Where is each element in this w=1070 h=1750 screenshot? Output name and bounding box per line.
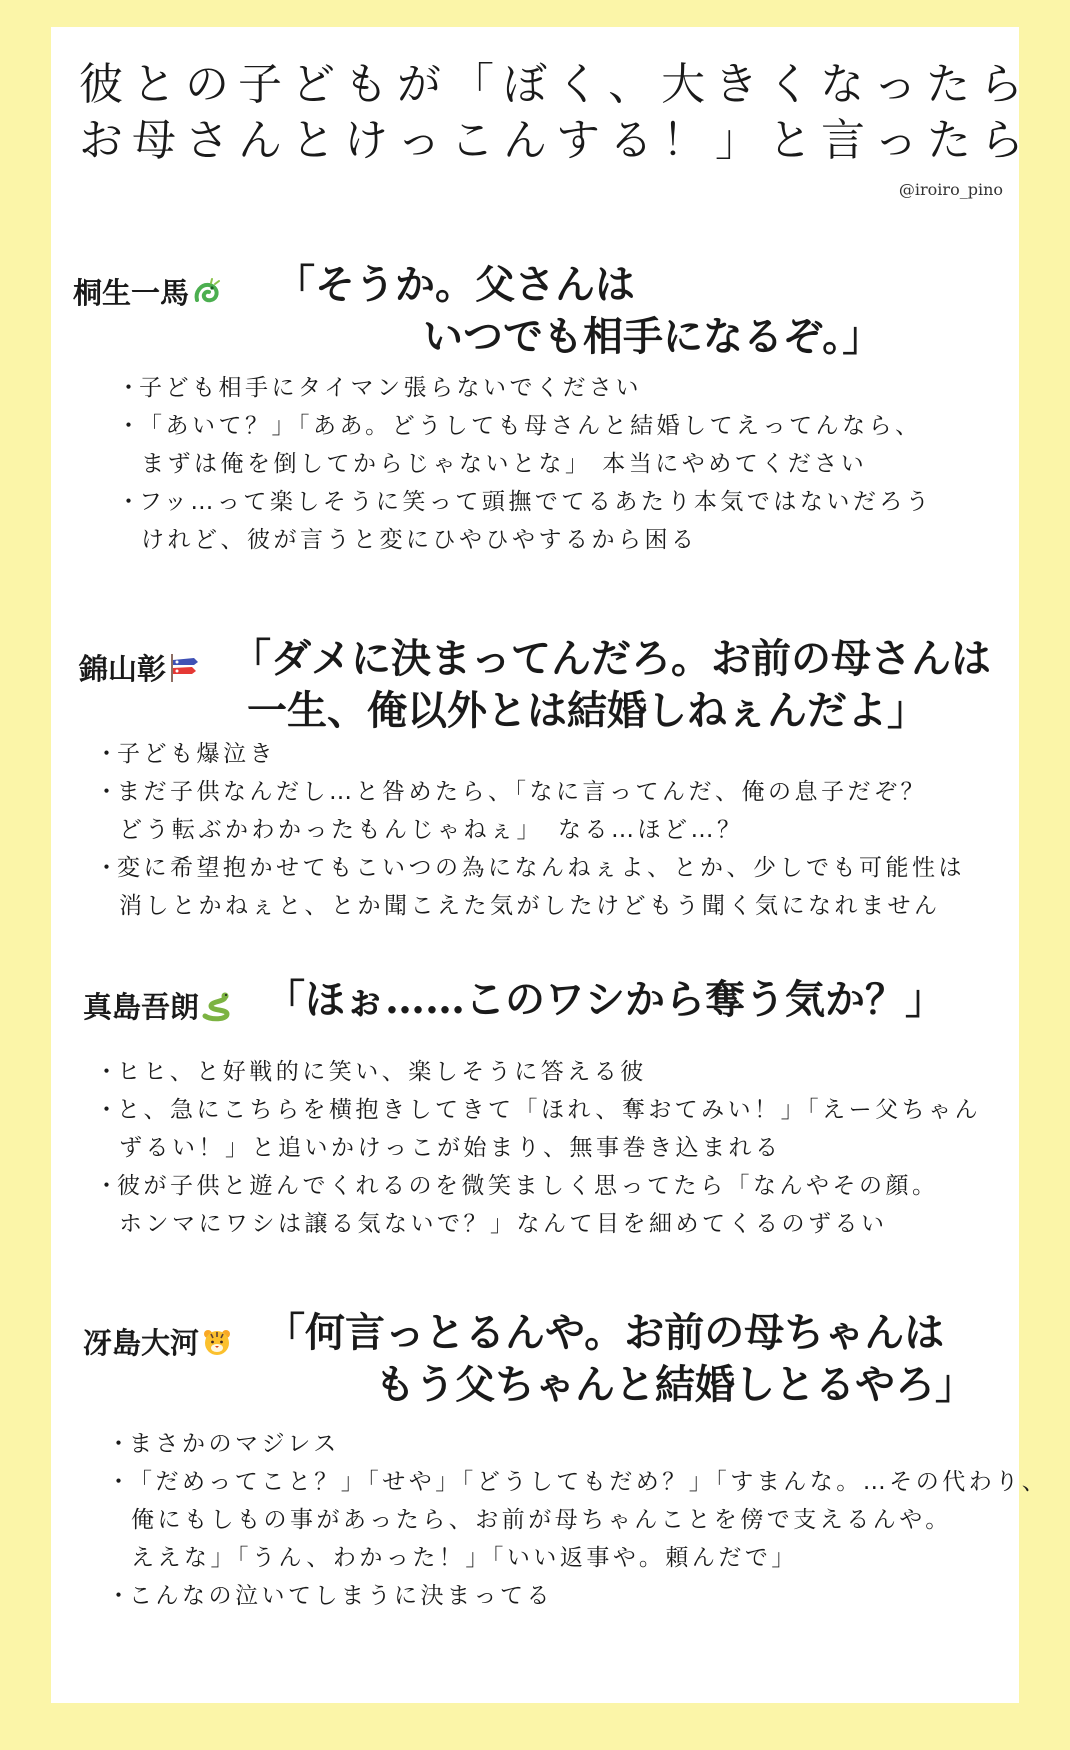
list-item: ・まさかのマジレス — [107, 1431, 340, 1457]
list-item: ・ヒヒ、と好戦的に笑い、楽しそうに答える彼 — [95, 1059, 647, 1085]
tiger-icon — [201, 1326, 233, 1358]
character-name-text: 桐生一馬 — [73, 276, 190, 310]
character-name — [73, 271, 223, 312]
list-item-text: 消しとかねぇと、とか聞こえた気がしたけどもう聞く気になれません — [119, 893, 941, 919]
dragon-icon — [191, 276, 223, 308]
list-item-text: フッ…って楽しそうに笑って頭撫でてるあたり本気ではないだろう — [139, 489, 933, 515]
list-item: ・変に希望抱かせてもこいつの為になんねぇよ、とか、少しでも可能性は 消しとかねぇと、とか聞こえた気がしたけどもう聞く気になれません — [95, 849, 965, 925]
quote-line-2: 一生、俺以外とは結婚しねぇんだよ」 — [247, 687, 927, 734]
quote — [265, 1307, 975, 1411]
list-item-text: 「あいて？」「ああ。どうしても母さんと結婚してえってんなら、 — [139, 413, 922, 439]
character-name — [83, 985, 233, 1026]
bullet-list — [95, 1053, 981, 1243]
title-line-1: 彼との子どもが「ぼく、大きくなったら — [79, 59, 1033, 110]
list-item: ・フッ…って楽しそうに笑って頭撫でてるあたり本気ではないだろう けれど、彼が言うと変にひやひやするから困る — [117, 483, 932, 559]
quote — [265, 974, 945, 1026]
quote-line-2: もう父ちゃんと結婚しとるやろ」 — [375, 1361, 975, 1408]
bullet-list — [117, 369, 932, 559]
list-item-text: 彼が子供と遊んでくれるのを微笑ましく思ってたら「なんやその顔。 — [117, 1173, 939, 1199]
list-item-text: けれど、彼が言うと変にひやひやするから困る — [141, 527, 698, 553]
title-line-2: お母さんとけっこんする！」と言ったら — [79, 115, 1033, 166]
quote-line-2: いつでも相手になるぞ。」 — [423, 313, 883, 360]
list-item-text: 子ども相手にタイマン張らないでください — [139, 375, 643, 401]
character-name-text: 真島吾朗 — [83, 990, 200, 1024]
list-item-text: まだ子供なんだし…と咎めたら、「なに言ってんだ、俺の息子だぞ？ — [117, 779, 927, 805]
quote-line-1: 「そうか。父さんは — [275, 261, 635, 308]
character-name — [83, 1321, 233, 1362]
list-item: ・こんなの泣いてしまうに決まってる — [107, 1583, 553, 1609]
character-name-text: 冴島大河 — [83, 1326, 200, 1360]
list-item-text: まずは俺を倒してからじゃないとな」 本当にやめてください — [141, 451, 868, 477]
quote-line-1: 「ほぉ……このワシから奪う気か？」 — [265, 976, 945, 1023]
quote-line-1: 「ダメに決まってんだろ。お前の母さんは — [231, 635, 991, 682]
list-item-text: ずるい！」と追いかけっこが始まり、無事巻き込まれる — [119, 1135, 782, 1161]
list-item-text: と、急にこちらを横抱きしてきて「ほれ、奪おてみい！」「えー父ちゃん — [117, 1097, 982, 1123]
list-item: ・「あいて？」「ああ。どうしても母さんと結婚してえってんなら、 まずは俺を倒してからじゃないとな」 本当にやめてください — [117, 407, 932, 483]
list-item-text: 変に希望抱かせてもこいつの為になんねぇよ、とか、少しでも可能性は — [117, 855, 965, 881]
list-item-text: 「だめってこと？」「せや」「どうしてもだめ？」「すまんな。…その代わり、 — [129, 1469, 1049, 1495]
list-item-text: ホンマにワシは譲る気ないで？」なんて目を細めてくるのずるい — [119, 1211, 888, 1237]
page-title — [79, 57, 1033, 169]
quote-line-1: 「何言っとるんや。お前の母ちゃんは — [265, 1309, 945, 1356]
quote — [231, 633, 991, 737]
list-item: ・まだ子供なんだし…と咎めたら、「なに言ってんだ、俺の息子だぞ？ どう転ぶかわかったもんじゃねぇ」 なる…ほど…？ — [95, 773, 965, 849]
list-item: ・と、急にこちらを横抱きしてきて「ほれ、奪おてみい！」「えー父ちゃん ずるい！」と追いかけっこが始まり、無事巻き込まれる — [95, 1091, 981, 1167]
character-name-text: 錦山彰 — [79, 652, 167, 686]
list-item-text: 子ども爆泣き — [117, 741, 276, 767]
list-item: ・「だめってこと？」「せや」「どうしてもだめ？」「すまんな。…その代わり、 俺にもしもの事があったら、お前が母ちゃんことを傍で支えるんや。 ええな」「うん、わかった！」「いい返事や。頼んだで」 — [107, 1463, 1048, 1577]
list-item-text: ええな」「うん、わかった！」「いい返事や。頼んだで」 — [131, 1545, 798, 1571]
bullet-list — [95, 735, 965, 925]
list-item-text: どう転ぶかわかったもんじゃねぇ」 なる…ほど…？ — [119, 817, 744, 843]
list-item-text: こんなの泣いてしまうに決まってる — [129, 1583, 553, 1609]
author-credit: @iroiro_pino — [898, 180, 1003, 199]
list-item-text: 俺にもしもの事があったら、お前が母ちゃんことを傍で支えるんや。 — [131, 1507, 952, 1533]
character-name — [79, 647, 200, 688]
quote — [275, 259, 882, 363]
list-item: ・子ども相手にタイマン張らないでください — [117, 375, 643, 401]
bullet-list — [107, 1425, 1048, 1615]
list-item: ・彼が子供と遊んでくれるのを微笑ましく思ってたら「なんやその顔。 ホンマにワシは譲る気ないで？」なんて目を細めてくるのずるい — [95, 1167, 981, 1243]
list-item-text: まさかのマジレス — [129, 1431, 340, 1457]
snake-icon — [201, 990, 233, 1022]
carp-streamer-icon — [168, 652, 200, 684]
list-item-text: ヒヒ、と好戦的に笑い、楽しそうに答える彼 — [117, 1059, 647, 1085]
list-item: ・子ども爆泣き — [95, 741, 276, 767]
content-card — [51, 27, 1049, 1703]
